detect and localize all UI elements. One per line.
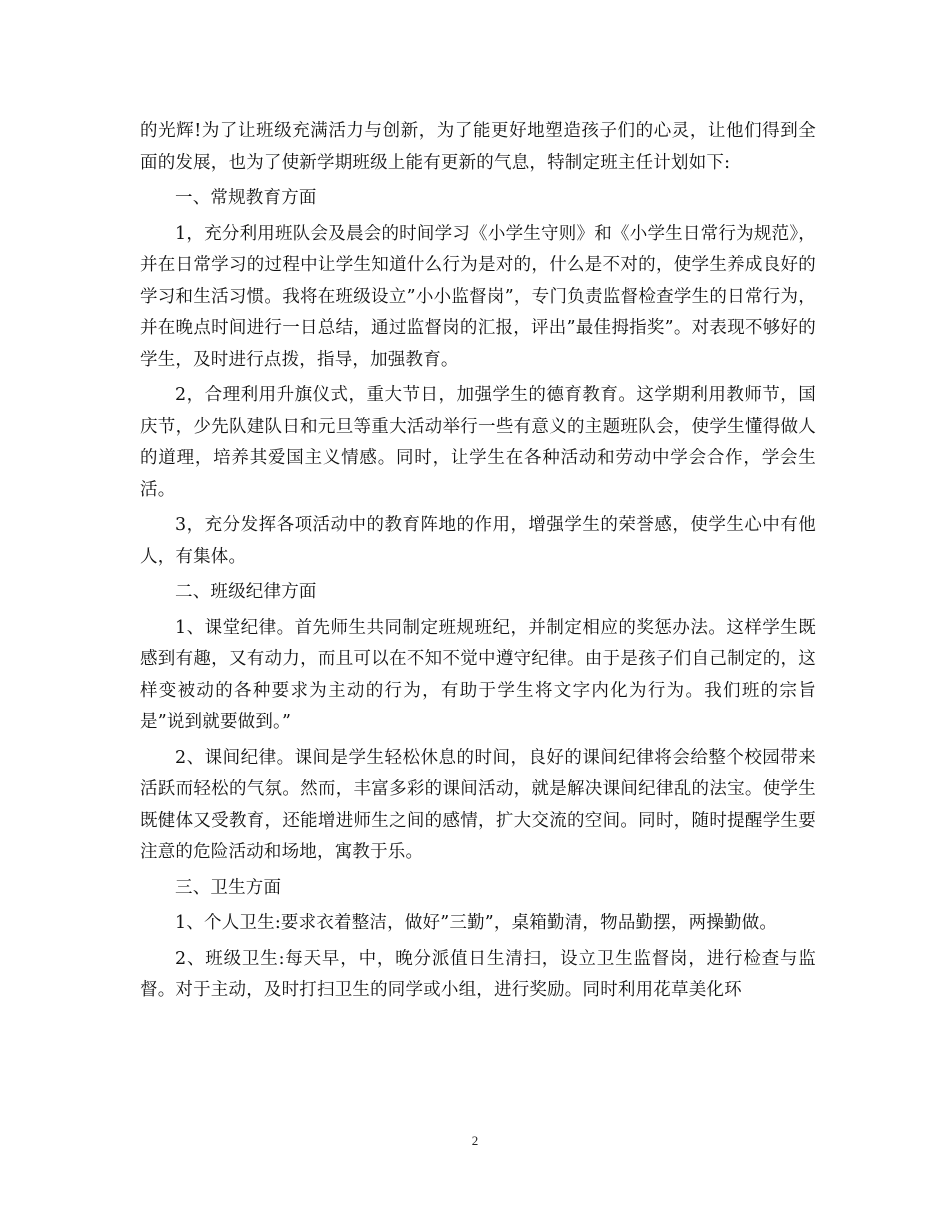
paragraph-routine-1: 1，充分利用班队会及晨会的时间学习《小学生守则》和《小学生日常行为规范》，并在日常学习的过程中让学生知道什么行为是对的，什么是不对的，使学生养成良好的学习和生活习惯。我将在班级设立”小小监督岗”，专门负责监督检查学生的日常行为，并在晚点时间进行一日总结，通过监督岗的汇报，评出”最佳拇指奖”。对表现不够好的学生，及时进行点拨，指导，加强教育。 xyxy=(140,223,816,370)
paragraph-hygiene-1: 1、个人卫生:要求衣着整洁，做好”三勤”，桌箱勤清，物品勤摆，两操勤做。 xyxy=(175,913,778,933)
paragraph-routine-3: 3，充分发挥各项活动中的教育阵地的作用，增强学生的荣誉感，使学生心中有他人，有集体。 xyxy=(140,515,816,567)
page-number: 2 xyxy=(471,1133,479,1148)
paragraph-discipline-1: 1、课堂纪律。首先师生共同制定班规班纪，并制定相应的奖惩办法。这样学生既感到有趣，又有动力，而且可以在不知不觉中遵守纪律。由于是孩子们自己制定的，这样变被动的各种要求为主动的行为，有助于学生将文字内化为行为。我们班的宗旨是”说到就要做到。” xyxy=(140,617,816,732)
section-heading-hygiene: 三、卫生方面 xyxy=(175,877,282,898)
section-heading-class-discipline: 二、班级纪律方面 xyxy=(175,582,317,602)
paragraph-discipline-2: 2、课间纪律。课间是学生轻松休息的时间，良好的课间纪律将会给整个校园带来活跃而轻松的气氛。然而，丰富多彩的课间活动，就是解决课间纪律乱的法宝。使学生既健体又受教育，还能增进师生之间的感情，扩大交流的空间。同时，随时提醒学生要注意的危险活动和场地，寓教于乐。 xyxy=(140,747,816,862)
document-body xyxy=(140,116,816,1007)
paragraph-routine-2: 2，合理利用升旗仪式，重大节日，加强学生的德育教育。这学期利用教师节，国庆节，少先队建队日和元旦等重大活动举行一些有意义的主题班队会，使学生懂得做人的道理，培养其爱国主义情感。同时，让学生在各种活动和劳动中学会合作，学会生活。 xyxy=(140,385,816,500)
paragraph-hygiene-2: 2、班级卫生:每天早，中，晚分派值日生清扫，设立卫生监督岗，进行检查与监督。对于主动，及时打扫卫生的同学或小组，进行奖励。同时利用花草美化环 xyxy=(140,948,816,1000)
section-heading-routine-education: 一、常规教育方面 xyxy=(175,188,317,208)
paragraph-intro-continued: 的光辉!为了让班级充满活力与创新，为了能更好地塑造孩子们的心灵，让他们得到全面的发展，也为了使新学期班级上能有更新的气息，特制定班主任计划如下: xyxy=(140,121,816,173)
